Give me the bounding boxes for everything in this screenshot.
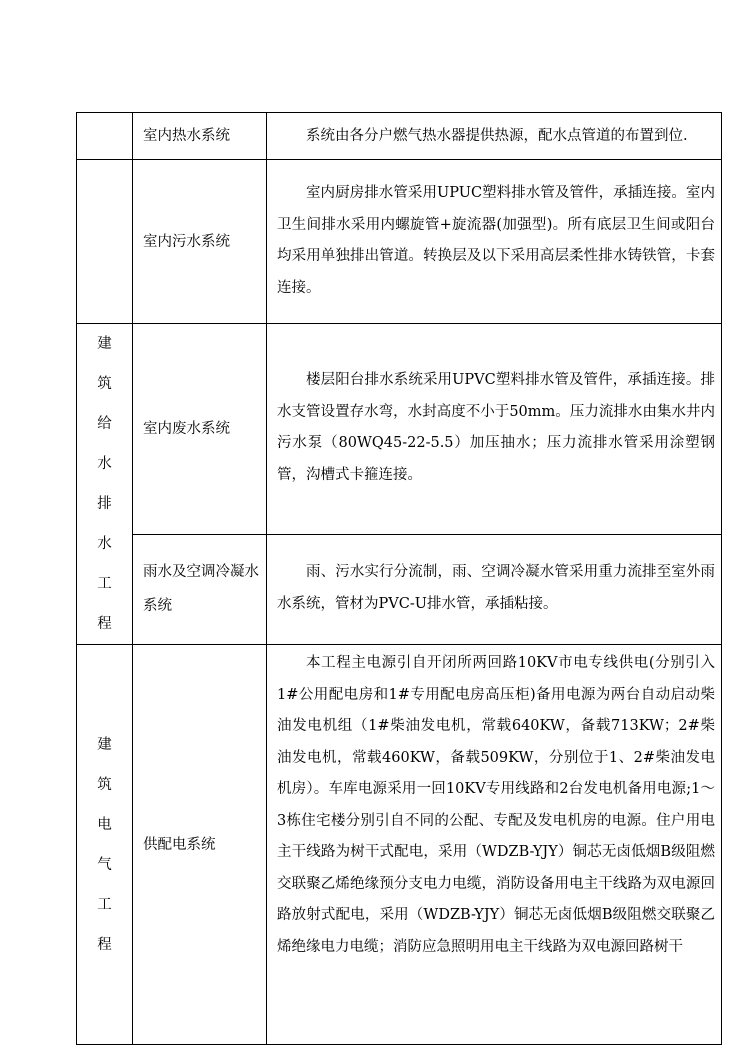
category-label-line: 给水 [97, 416, 124, 472]
system-name: 供配电系统 [133, 645, 267, 1045]
description-text: 室内厨房排水管采用UPUC塑料排水管及管件，承插连接。室内卫生间排水采用内螺旋管+旋流器(加强型)。所有底层卫生间或阳台均采用单独排出管道。转换层及以下采用高层柔性排水铸铁管，卡套连接。 [277, 185, 715, 296]
system-description [267, 113, 722, 160]
system-description [267, 645, 722, 1045]
description-text: 楼层阳台排水系统采用UPVC塑料排水管及管件，承插连接。排水支管设置存水弯，水封高度不小于50mm。压力流排水由集水井内污水泵（80WQ45-22-5.5）加压抽水；压力流排水管采用涂塑钢管，沟槽式卡箍连接。 [277, 372, 715, 483]
category-label-line: 建筑 [97, 736, 124, 793]
category-label-line: 建筑 [97, 336, 124, 392]
table-row [77, 645, 722, 1045]
table-row [77, 324, 722, 535]
category-label-line: 排水 [97, 496, 124, 552]
category-cell-empty [77, 160, 133, 324]
system-name: 室内热水系统 [133, 113, 267, 160]
description-text: 雨、污水实行分流制，雨、空调冷凝水管采用重力流排至室外雨水系统，管材为PVC-U排水管，承插粘接。 [277, 564, 715, 612]
category-label-line: 工程 [97, 576, 124, 632]
category-cell-empty [77, 113, 133, 160]
description-text: 系统由各分户燃气热水器提供热源，配水点管道的布置到位. [306, 128, 688, 144]
system-name: 室内污水系统 [133, 160, 267, 324]
system-description [267, 160, 722, 324]
engineering-spec-table [76, 112, 722, 1045]
system-description [267, 534, 722, 644]
system-name: 雨水及空调冷凝水系统 [133, 534, 267, 644]
table-row [77, 534, 722, 644]
system-description [267, 324, 722, 535]
category-label-line: 工程 [97, 896, 124, 953]
table-row [77, 113, 722, 160]
category-label-line: 电气 [97, 816, 124, 873]
category-cell-electrical [77, 645, 133, 1045]
system-name: 室内废水系统 [133, 324, 267, 535]
table-row [77, 160, 722, 324]
category-cell-plumbing [77, 324, 133, 645]
description-text: 本工程主电源引自开闭所两回路10KV市电专线供电(分别引入1#公用配电房和1#专用配电房高压柜)备用电源为两台自动启动柴油发电机组（1#柴油发电机，常载640KW，备载713KW；2#柴油发电机，常载460KW，备载509KW，分别位于1、2#柴油发电机房）。车库电源采用一回10KV专用线路和2台发电机备用电源;1～3栋住宅楼分别引自不同的公配、专配及发电机房的电源。住户用电主干线路为树干式配电，采用（WDZB-YJY）铜芯无卤低烟B级阻燃交联聚乙烯绝缘预分支电力电缆，消防设备用电主干线路为双电源回路放射式配电，采用（WDZB-YJY）铜芯无卤低烟B级阻燃交联聚乙烯绝缘电力电缆；消防应急照明用电主干线路为双电源回路树干 [277, 655, 715, 955]
